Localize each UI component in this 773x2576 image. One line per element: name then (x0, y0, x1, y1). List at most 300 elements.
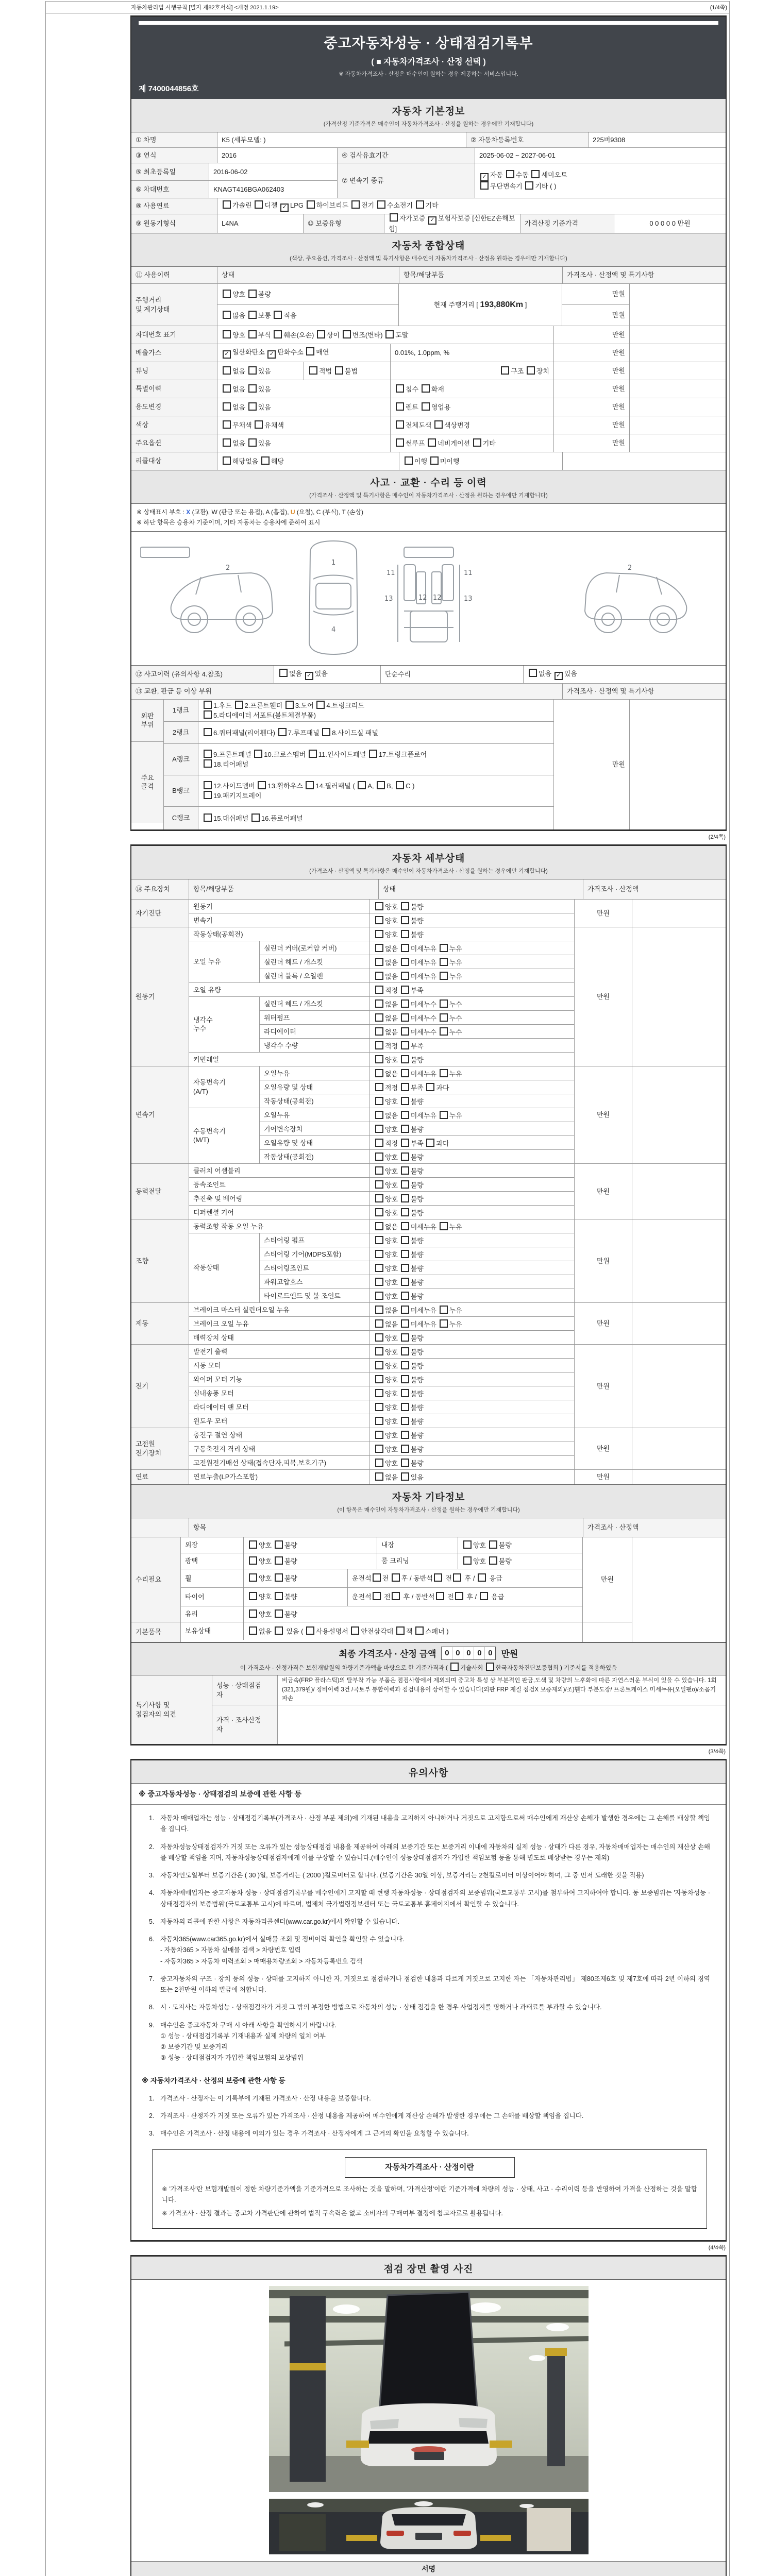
text: 12.사이드멤버 (213, 782, 257, 790)
checkbox-unchecked[interactable] (489, 1540, 497, 1549)
checkbox-unchecked[interactable] (275, 1573, 283, 1582)
checkbox-unchecked[interactable] (377, 200, 385, 209)
checkbox-unchecked[interactable] (401, 1236, 409, 1244)
diagram-label-12-right: 12 (432, 594, 442, 602)
table-row (260, 1261, 574, 1275)
label-cell (378, 879, 583, 899)
text: 2016-06-02 (213, 167, 248, 176)
checkbox-unchecked[interactable] (375, 1347, 383, 1355)
checkbox-unchecked[interactable] (275, 1592, 283, 1600)
checkbox-unchecked[interactable] (401, 1306, 409, 1314)
checkbox-unchecked[interactable] (401, 1319, 409, 1328)
checkbox-unchecked[interactable] (422, 384, 430, 393)
text: 냉각수 누수 (193, 1015, 213, 1033)
checkbox-unchecked[interactable] (501, 366, 509, 375)
checkbox-unchecked[interactable] (401, 1208, 409, 1216)
value-cell (181, 1553, 243, 1569)
checkbox-unchecked[interactable] (223, 384, 231, 393)
checkbox-unchecked[interactable] (375, 1361, 383, 1369)
text: 적정 (385, 1083, 400, 1092)
text: 225버9308 (593, 135, 626, 144)
checkbox-unchecked[interactable] (223, 456, 231, 465)
checkbox-unchecked[interactable] (278, 728, 287, 736)
checkbox-unchecked[interactable] (375, 1139, 383, 1147)
checkbox-unchecked[interactable] (392, 1592, 400, 1600)
checkbox-unchecked[interactable] (401, 1097, 409, 1105)
text: 불량 (410, 1362, 424, 1370)
text: 불량 (410, 1236, 424, 1245)
checkbox-unchecked[interactable] (375, 1278, 383, 1286)
checkbox-unchecked[interactable] (401, 1180, 409, 1189)
text: ① 차명 (136, 135, 157, 144)
checkbox-unchecked[interactable] (204, 701, 212, 709)
checkbox-unchecked[interactable] (401, 1055, 409, 1063)
checkbox-unchecked[interactable] (440, 1027, 448, 1036)
checkbox-unchecked[interactable] (405, 456, 413, 465)
text: 타이로드엔드 및 볼 조인트 (264, 1292, 341, 1300)
value-cell (260, 1247, 369, 1262)
text: 만원 (596, 1187, 610, 1195)
checkbox-unchecked[interactable] (375, 1194, 383, 1202)
checkbox-unchecked[interactable] (401, 1403, 409, 1411)
checkbox-unchecked[interactable] (434, 1573, 442, 1582)
checkbox-unchecked[interactable] (322, 728, 330, 736)
checkbox-unchecked[interactable] (223, 311, 231, 319)
checkbox-unchecked[interactable] (317, 330, 325, 338)
checkbox-unchecked[interactable] (401, 916, 409, 924)
checkbox-unchecked[interactable] (351, 1626, 359, 1635)
checkbox-unchecked[interactable] (396, 384, 404, 393)
checkbox-unchecked[interactable] (249, 1609, 257, 1618)
checkbox-unchecked[interactable] (401, 958, 409, 966)
notice-item (149, 1974, 710, 1996)
checkbox-unchecked[interactable] (248, 290, 257, 298)
checkbox-unchecked[interactable] (375, 1166, 383, 1175)
checkbox-unchecked[interactable] (275, 1609, 283, 1618)
text: ⑬ 교환, 판금 등 이상 부위 (136, 687, 212, 695)
text: 무단변속기 (490, 182, 525, 191)
checkbox-unchecked[interactable] (436, 1592, 444, 1600)
value-cell (217, 416, 390, 434)
checkbox-unchecked[interactable] (375, 999, 383, 1008)
checkbox-unchecked[interactable] (440, 958, 448, 966)
checkbox-unchecked[interactable] (375, 1417, 383, 1425)
table-row (131, 699, 726, 829)
checkbox-unchecked[interactable] (401, 1111, 409, 1119)
checkbox-unchecked[interactable] (416, 200, 424, 209)
checkbox-unchecked[interactable] (401, 1125, 409, 1133)
checkbox-unchecked[interactable] (375, 1069, 383, 1077)
checkbox-unchecked[interactable] (440, 1319, 448, 1328)
checkbox-unchecked[interactable] (375, 1180, 383, 1189)
checkbox-unchecked[interactable] (473, 438, 481, 447)
table-row (260, 1289, 574, 1302)
checkbox-unchecked[interactable] (415, 1626, 424, 1635)
checkbox-unchecked[interactable] (401, 1459, 409, 1467)
text: 적음 (283, 311, 297, 319)
checkbox-unchecked[interactable] (450, 1663, 459, 1671)
checkbox-unchecked[interactable] (428, 438, 436, 447)
checkbox-unchecked[interactable] (204, 728, 212, 736)
checkbox-unchecked[interactable] (401, 1194, 409, 1202)
value-cell (189, 1359, 369, 1373)
checkbox-unchecked[interactable] (306, 347, 314, 355)
checkbox-unchecked[interactable] (440, 1111, 448, 1119)
checkbox-unchecked[interactable] (401, 986, 409, 994)
checkbox-unchecked[interactable] (375, 1264, 383, 1272)
checkbox-unchecked[interactable] (396, 438, 404, 447)
value-cell (614, 214, 726, 233)
text: 작동상태(공회전) (264, 1097, 314, 1105)
text: 침수 (406, 385, 421, 393)
checkbox-unchecked[interactable] (223, 420, 231, 429)
checkbox-checked[interactable]: ✓ (480, 173, 489, 181)
checkbox-unchecked[interactable] (401, 1027, 409, 1036)
price-definition-items (162, 2184, 697, 2219)
text: 불량 (410, 1292, 424, 1300)
checkbox-unchecked[interactable] (204, 814, 212, 822)
checkbox-unchecked[interactable] (375, 972, 383, 980)
document-number: 제 7400044856호 (139, 84, 199, 93)
checkbox-unchecked[interactable] (307, 200, 315, 209)
checkbox-unchecked[interactable] (248, 330, 257, 338)
text: ⑦ 변속기 종류 (342, 176, 384, 184)
checkbox-unchecked[interactable] (478, 1573, 486, 1582)
checkbox-unchecked[interactable] (401, 1375, 409, 1383)
checkbox-unchecked[interactable] (373, 1592, 381, 1600)
checkbox-unchecked[interactable] (375, 902, 383, 910)
label-cell (131, 132, 217, 147)
checkbox-unchecked[interactable] (385, 330, 394, 338)
checkbox-unchecked[interactable] (316, 701, 325, 709)
checkbox-unchecked[interactable] (392, 1573, 400, 1582)
checkbox-unchecked[interactable] (248, 402, 257, 411)
text: 부족 (410, 1042, 424, 1050)
checkbox-unchecked[interactable] (506, 170, 514, 178)
checkbox-unchecked[interactable] (375, 1097, 383, 1105)
text: 없음 (385, 1014, 400, 1022)
checkbox-unchecked[interactable] (375, 1111, 383, 1119)
value-cell (260, 1066, 369, 1081)
text: 전 (443, 1574, 452, 1582)
checkbox-unchecked[interactable] (401, 1222, 409, 1230)
checkbox-unchecked[interactable] (248, 384, 257, 393)
photos-title: 점검 장면 촬영 사진 (383, 2263, 474, 2275)
checkbox-unchecked[interactable] (275, 1626, 283, 1635)
checkbox-unchecked[interactable] (401, 1389, 409, 1397)
checkbox-unchecked[interactable] (529, 669, 537, 677)
car-damage-diagram (131, 532, 726, 666)
text: 변속기 (193, 917, 213, 924)
checkbox-unchecked[interactable] (375, 1403, 383, 1411)
checkbox-unchecked[interactable] (255, 200, 263, 209)
checkbox-unchecked[interactable] (255, 420, 263, 429)
table-row (189, 1316, 574, 1330)
checkbox-unchecked[interactable] (375, 1055, 383, 1063)
checkbox-checked[interactable]: ✓ (223, 350, 231, 359)
checkbox-unchecked[interactable] (369, 750, 377, 758)
checkbox-unchecked[interactable] (375, 1472, 383, 1481)
checkbox-unchecked[interactable] (463, 1540, 472, 1549)
checkbox-unchecked[interactable] (375, 958, 383, 966)
value-cell (553, 362, 629, 380)
value-cell (189, 900, 369, 914)
checkbox-unchecked[interactable] (401, 1250, 409, 1258)
checkbox-checked[interactable]: ✓ (267, 350, 276, 359)
text: 동력전달 (136, 1187, 162, 1195)
label-cell (212, 1675, 277, 1705)
checkbox-unchecked[interactable] (375, 1153, 383, 1161)
checkbox-unchecked[interactable] (223, 200, 231, 209)
text: 해당없음 (232, 457, 260, 465)
checkbox-unchecked[interactable] (401, 1083, 409, 1091)
checkbox-unchecked[interactable] (455, 1592, 463, 1600)
text: 불량 (410, 917, 424, 925)
checkbox-unchecked[interactable] (223, 366, 231, 375)
checkbox-unchecked[interactable] (285, 701, 294, 709)
checkbox-unchecked[interactable] (401, 1347, 409, 1355)
checkbox-unchecked[interactable] (358, 781, 366, 789)
checkbox-unchecked[interactable] (401, 1069, 409, 1077)
checkbox-unchecked[interactable] (375, 1041, 383, 1049)
checkbox-unchecked[interactable] (525, 181, 533, 190)
checkbox-unchecked[interactable] (390, 213, 398, 222)
checkbox-unchecked[interactable] (375, 1208, 383, 1216)
checkbox-unchecked[interactable] (204, 710, 212, 719)
checkbox-unchecked[interactable] (335, 366, 343, 375)
text: 만원 (612, 385, 625, 393)
checkbox-unchecked[interactable] (223, 330, 231, 338)
checkbox-unchecked[interactable] (401, 1431, 409, 1439)
checkbox-unchecked[interactable] (401, 1013, 409, 1022)
value-cell (189, 1456, 369, 1470)
text: 불량 (410, 1181, 424, 1189)
final-price-digits (441, 1647, 496, 1660)
label-cell (164, 721, 198, 743)
checkbox-unchecked[interactable] (375, 1459, 383, 1467)
checkbox-unchecked[interactable] (223, 402, 231, 411)
checkbox-unchecked[interactable] (396, 402, 404, 411)
checkbox-unchecked[interactable] (440, 1306, 448, 1314)
checkbox-unchecked[interactable] (401, 1417, 409, 1425)
table-group (131, 700, 163, 829)
value-cell (260, 1025, 369, 1039)
checkbox-unchecked[interactable] (375, 1389, 383, 1397)
checkbox-unchecked[interactable] (249, 1556, 257, 1565)
value-cell (189, 1470, 369, 1484)
checkbox-unchecked[interactable] (375, 1222, 383, 1230)
text: 오일누유 (264, 1111, 290, 1119)
detail-table (131, 879, 726, 1485)
checkbox-unchecked[interactable] (351, 200, 360, 209)
checkbox-unchecked[interactable] (375, 916, 383, 924)
checkbox-unchecked[interactable] (375, 1333, 383, 1342)
text: 후 / 동반석 (401, 1574, 433, 1582)
checkbox-checked[interactable]: ✓ (305, 672, 313, 680)
table-row (189, 1386, 574, 1400)
checkbox-unchecked[interactable] (204, 781, 212, 789)
checkbox-unchecked[interactable] (223, 438, 231, 447)
value-cell (277, 1675, 726, 1705)
checkbox-unchecked[interactable] (480, 1592, 488, 1600)
checkbox-unchecked[interactable] (248, 366, 257, 375)
checkbox-unchecked[interactable] (306, 1626, 314, 1635)
checkbox-unchecked[interactable] (401, 1361, 409, 1369)
checkbox-unchecked[interactable] (489, 1556, 497, 1565)
checkbox-unchecked[interactable] (375, 1375, 383, 1383)
checkbox-unchecked[interactable] (251, 814, 260, 822)
checkbox-unchecked[interactable] (401, 1278, 409, 1286)
checkbox-unchecked[interactable] (375, 1125, 383, 1133)
checkbox-unchecked[interactable] (396, 781, 404, 789)
notice-title: 유의사항 (408, 1768, 449, 1779)
label-cell (131, 741, 163, 823)
checkbox-unchecked[interactable] (440, 1222, 448, 1230)
value-cell (369, 1164, 574, 1178)
table-row (260, 1233, 574, 1247)
checkbox-unchecked[interactable] (453, 1573, 461, 1582)
text: 잭 (406, 1627, 414, 1635)
table-group (189, 1164, 574, 1219)
checkbox-unchecked[interactable] (249, 1573, 257, 1582)
checkbox-unchecked[interactable] (463, 1556, 472, 1565)
checkbox-unchecked[interactable] (375, 986, 383, 994)
checkbox-unchecked[interactable] (401, 1333, 409, 1342)
checkbox-unchecked[interactable] (375, 1292, 383, 1300)
diagram-label-11-right: 11 (463, 569, 473, 577)
checkbox-unchecked[interactable] (375, 1250, 383, 1258)
text: ② 자동차등록번호 (470, 135, 524, 144)
checkbox-unchecked[interactable] (401, 1166, 409, 1175)
text: ⑧ 사용연료 (136, 202, 170, 210)
checkbox-unchecked[interactable] (254, 750, 262, 758)
checkbox-unchecked[interactable] (434, 420, 443, 429)
value-cell (369, 1428, 574, 1443)
checkbox-unchecked[interactable] (401, 1153, 409, 1161)
checkbox-unchecked[interactable] (375, 944, 383, 952)
checkbox-unchecked[interactable] (248, 311, 257, 319)
checkbox-unchecked[interactable] (204, 750, 212, 758)
checkbox-unchecked[interactable] (275, 1540, 283, 1549)
text: 적정 (385, 1042, 400, 1050)
checkbox-unchecked[interactable] (401, 902, 409, 910)
checkbox-unchecked[interactable] (401, 944, 409, 952)
checkbox-unchecked[interactable] (401, 1139, 409, 1147)
checkbox-unchecked[interactable] (486, 1663, 494, 1671)
checkbox-unchecked[interactable] (401, 1445, 409, 1453)
checkbox-unchecked[interactable] (480, 181, 489, 190)
checkbox-unchecked[interactable] (275, 1556, 283, 1565)
checkbox-unchecked[interactable] (422, 402, 430, 411)
checkbox-unchecked[interactable] (430, 456, 439, 465)
checkbox-unchecked[interactable] (258, 781, 266, 789)
text: 고전원전기배선 상태(접속단자,피복,보호기구) (193, 1459, 327, 1467)
checkbox-unchecked[interactable] (306, 781, 314, 789)
checkbox-unchecked[interactable] (440, 1013, 448, 1022)
text: 없음 (232, 385, 247, 393)
text: 일산화탄소 (232, 348, 267, 356)
checkbox-unchecked[interactable] (261, 456, 270, 465)
checkbox-unchecked[interactable] (274, 330, 282, 338)
checkbox-unchecked[interactable] (249, 1626, 257, 1635)
checkbox-unchecked[interactable] (426, 1139, 434, 1147)
checkbox-unchecked[interactable] (401, 1472, 409, 1481)
checkbox-unchecked[interactable] (204, 791, 212, 799)
checkbox-unchecked[interactable] (375, 1319, 383, 1328)
checkbox-unchecked[interactable] (375, 1445, 383, 1453)
text: 누유 (449, 1320, 462, 1328)
table-row (131, 1469, 726, 1484)
checkbox-unchecked[interactable] (375, 1027, 383, 1036)
checkbox-unchecked[interactable] (401, 1264, 409, 1272)
checkbox-unchecked[interactable] (223, 290, 231, 298)
checkbox-unchecked[interactable] (440, 944, 448, 952)
checkbox-unchecked[interactable] (373, 1573, 381, 1582)
text: 양호 (385, 1209, 400, 1217)
checkbox-unchecked[interactable] (204, 759, 212, 768)
checkbox-unchecked[interactable] (531, 170, 540, 178)
checkbox-unchecked[interactable] (440, 1069, 448, 1077)
checkbox-checked[interactable]: ✓ (428, 216, 436, 225)
checkbox-unchecked[interactable] (309, 366, 317, 375)
checkbox-unchecked[interactable] (401, 972, 409, 980)
value-cell (629, 284, 726, 326)
label-cell (303, 214, 384, 233)
value-cell (260, 1261, 369, 1276)
checkbox-unchecked[interactable] (343, 330, 351, 338)
checkbox-checked[interactable]: ✓ (554, 672, 563, 680)
checkbox-unchecked[interactable] (375, 1083, 383, 1091)
checkbox-unchecked[interactable] (440, 972, 448, 980)
checkbox-unchecked[interactable] (248, 438, 257, 447)
text: 없음 (385, 1000, 400, 1008)
checkbox-unchecked[interactable] (377, 781, 385, 789)
checkbox-unchecked[interactable] (426, 1083, 434, 1091)
table-row (217, 362, 390, 380)
checkbox-unchecked[interactable] (375, 1306, 383, 1314)
checkbox-unchecked[interactable] (401, 1292, 409, 1300)
checkbox-unchecked[interactable] (309, 750, 317, 758)
checkbox-checked[interactable]: ✓ (280, 204, 289, 212)
checkbox-unchecked[interactable] (279, 669, 288, 677)
table-row (131, 1219, 726, 1302)
text: 불량 (410, 1389, 424, 1398)
value-cell (181, 1569, 243, 1587)
text: 수리필요 (136, 1575, 162, 1583)
checkbox-unchecked[interactable] (440, 999, 448, 1008)
checkbox-unchecked[interactable] (401, 1041, 409, 1049)
checkbox-unchecked[interactable] (375, 930, 383, 938)
text: 불량 (410, 1209, 424, 1217)
text: 불량 (410, 1431, 424, 1439)
checkbox-unchecked[interactable] (401, 930, 409, 938)
checkbox-unchecked[interactable] (235, 701, 243, 709)
checkbox-unchecked[interactable] (375, 1236, 383, 1244)
text: 미세누수 (410, 1000, 439, 1008)
checkbox-unchecked[interactable] (527, 366, 535, 375)
checkbox-unchecked[interactable] (249, 1540, 257, 1549)
checkbox-unchecked[interactable] (375, 1431, 383, 1439)
checkbox-unchecked[interactable] (375, 1013, 383, 1022)
text: 양호 (473, 1557, 488, 1565)
checkbox-unchecked[interactable] (401, 999, 409, 1008)
notice-item (149, 1917, 710, 1927)
checkbox-unchecked[interactable] (396, 420, 404, 429)
checkbox-unchecked[interactable] (396, 1626, 405, 1635)
checkbox-unchecked[interactable] (274, 311, 282, 319)
text: 후 / (463, 1574, 477, 1582)
checkbox-unchecked[interactable] (249, 1592, 257, 1600)
